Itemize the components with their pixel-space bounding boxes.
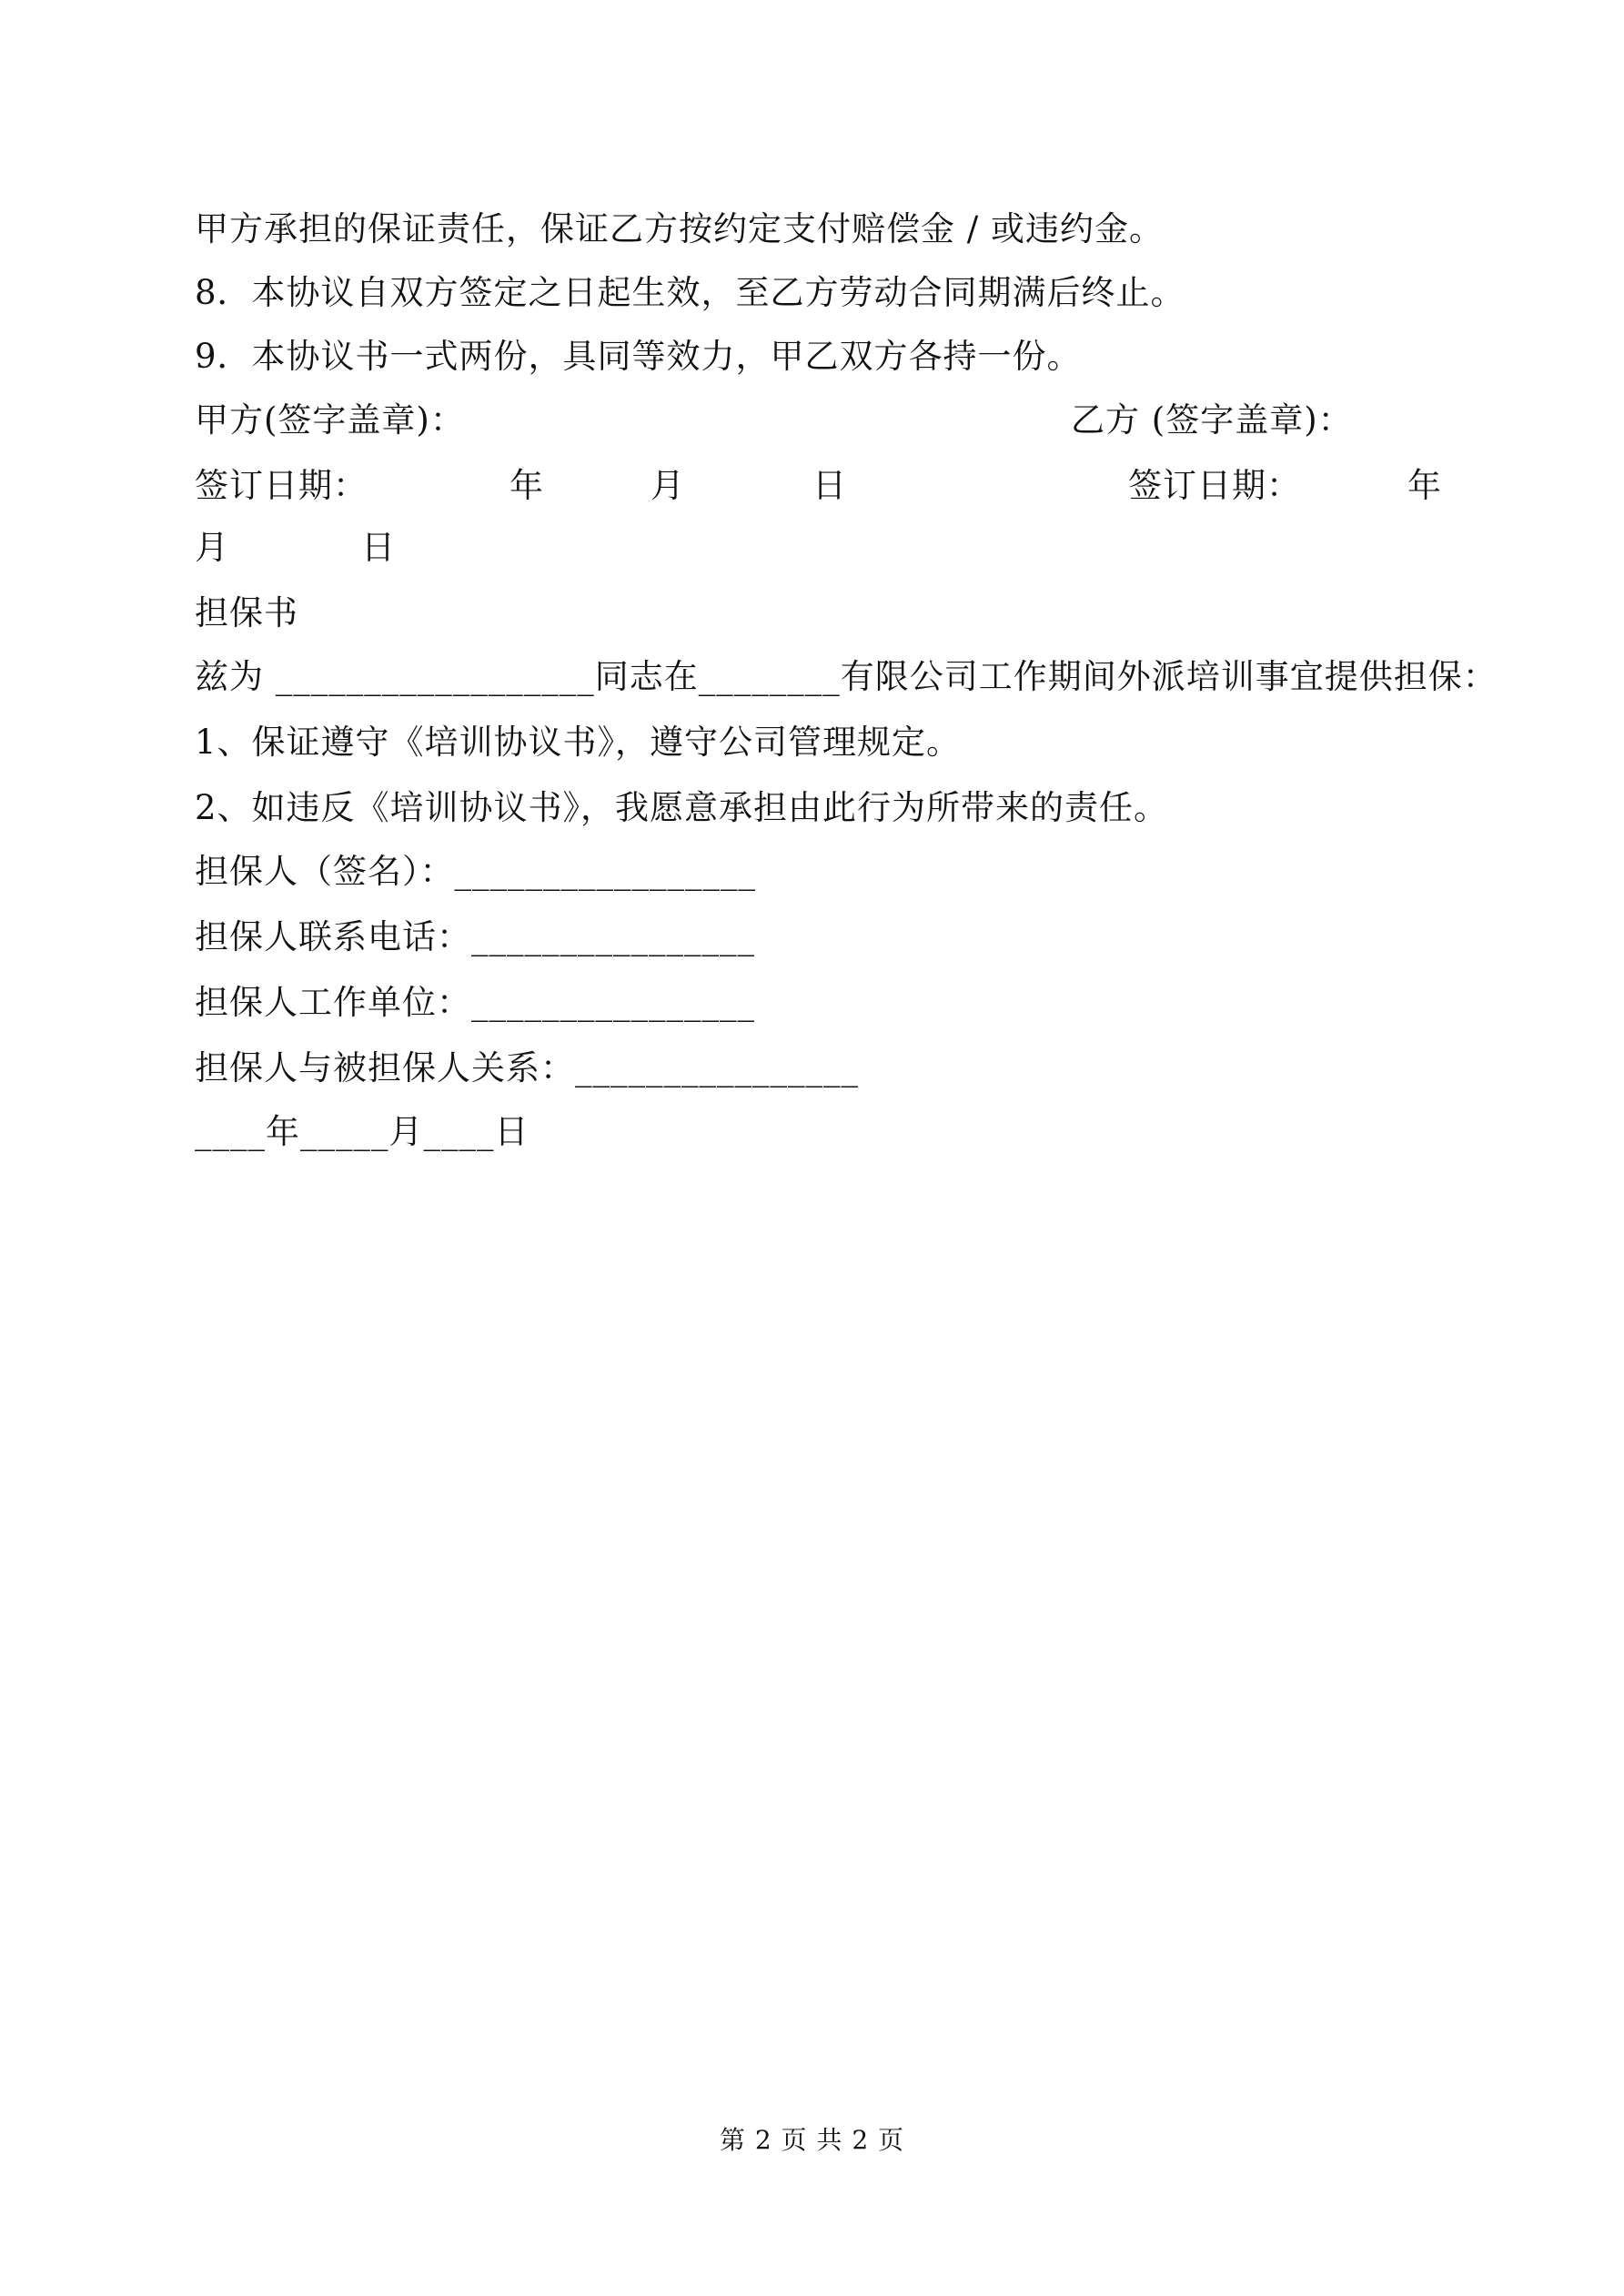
- party-b-date-year: 年: [1407, 466, 1442, 505]
- paragraph-guarantee-liability: 甲方承担的保证责任，保证乙方按约定支付赔偿金 / 或违约金。: [195, 209, 1164, 248]
- guarantor-phone-field: 担保人联系电话：________________: [195, 917, 755, 956]
- page-number-footer: 第 2 页 共 2 页: [719, 2125, 905, 2155]
- party-b-date-day: 日: [361, 528, 396, 567]
- guarantee-title: 担保书: [195, 593, 298, 632]
- party-b-date-label: 签订日期：: [1128, 466, 1301, 505]
- party-a-signature-label: 甲方(签字盖章)：: [195, 400, 465, 440]
- guarantor-signature-field: 担保人（签名）：_________________: [195, 852, 756, 891]
- party-a-date-day: 日: [812, 466, 847, 505]
- party-b-date-month: 月: [195, 528, 229, 567]
- guarantee-item-2: 2、如违反《培训协议书》，我愿意承担由此行为所带来的责任。: [195, 788, 1169, 827]
- party-a-date-year: 年: [509, 466, 544, 505]
- clause-8: 8．本协议自双方签定之日起生效，至乙方劳动合同期满后终止。: [195, 273, 1185, 312]
- guarantor-relation-field: 担保人与被担保人关系：________________: [195, 1048, 859, 1087]
- party-b-signature-label: 乙方 (签字盖章)：: [1071, 400, 1353, 440]
- party-a-date-label: 签订日期：: [195, 466, 368, 505]
- guarantee-date-line: ____年_____月____日: [195, 1112, 530, 1151]
- clause-9: 9．本协议书一式两份，具同等效力，甲乙双方各持一份。: [195, 337, 1082, 376]
- guarantee-item-1: 1、保证遵守《培训协议书》，遵守公司管理规定。: [195, 723, 962, 762]
- guarantor-unit-field: 担保人工作单位：________________: [195, 983, 755, 1022]
- party-a-date-month: 月: [651, 466, 685, 505]
- guarantee-intro: 兹为 __________________同志在________有限公司工作期间外派培训事宜提供担保：: [195, 657, 1498, 696]
